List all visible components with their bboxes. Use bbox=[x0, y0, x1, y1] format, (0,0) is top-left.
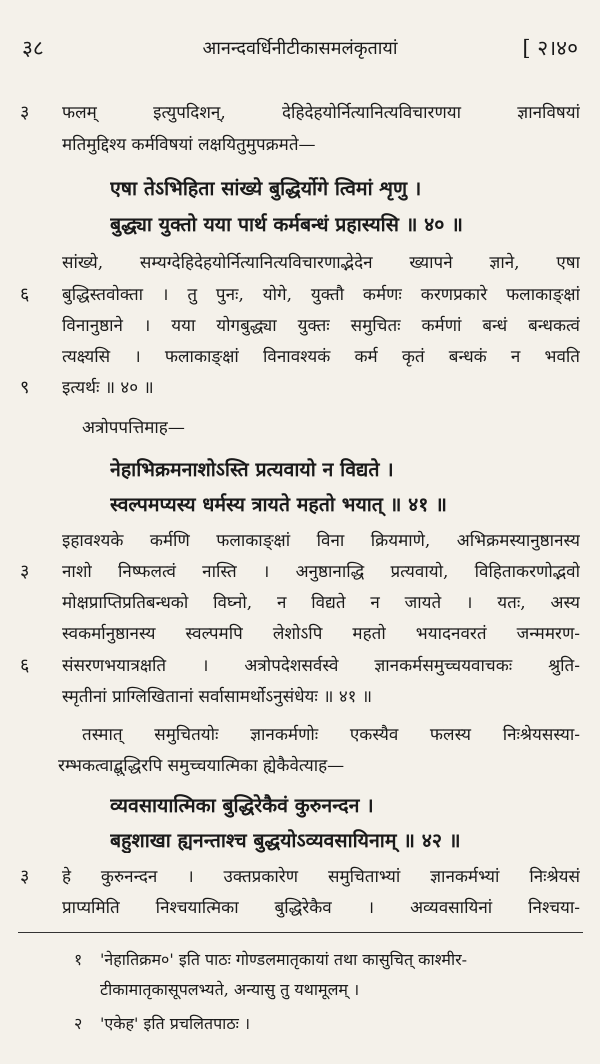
prose-text: स्वकर्मानुष्ठानस्य स्वल्पमपि लेशोऽपि महतो भयादनवरतं जन्ममरण- bbox=[62, 624, 580, 644]
line-number: ६ bbox=[20, 655, 30, 676]
footnote-number: १ bbox=[74, 950, 83, 969]
prose-text: रम्भकत्वाद्बुद्धिरपि समुच्चयात्मिका ह्येकैवेत्याह— bbox=[58, 756, 345, 776]
running-title: आनन्दवर्धिनीटीकासमलंकृतायां bbox=[202, 38, 398, 59]
line-number: ३ bbox=[20, 866, 30, 887]
verse-text: बुद्ध्या युक्तो यया पार्थ कर्मबन्धं प्रहास्यसि ॥ ४० ॥ bbox=[110, 213, 463, 236]
footnote-number: २ bbox=[74, 1014, 83, 1033]
footnote-text: 'नेहातिक्रम०' इति पाठः गोण्डलमातृकायां तथा कासुचित् काश्मीर- bbox=[100, 950, 468, 969]
prose-text: फलम् इत्युपदिशन्, देहिदेहयोर्नित्यानित्यविचारणया ज्ञानविषयां bbox=[62, 103, 580, 123]
footnote-divider bbox=[18, 932, 583, 933]
verse-text: बहुशाखा ह्यनन्ताश्च बुद्धयोऽव्यवसायिनाम् ॥ ४२ ॥ bbox=[110, 829, 461, 852]
prose-text: मतिमुद्दिश्य कर्मविषयां लक्षयितुमुपक्रमते— bbox=[62, 135, 316, 155]
prose-text: इत्यर्थः ॥ ४० ॥ bbox=[62, 378, 154, 398]
prose-text: इहावश्यके कर्मणि फलाकाङ्क्षां विना क्रियमाणे, अभिक्रमस्यानुष्ठानस्य bbox=[62, 531, 580, 551]
verse-reference: [ २।४० bbox=[522, 36, 578, 60]
line-number: ३ bbox=[20, 561, 30, 582]
line-number: ९ bbox=[20, 377, 30, 398]
page-number: ३८ bbox=[22, 36, 44, 60]
prose-text: बुद्धिस्तवोक्ता । तु पुनः, योगे, युक्तौ कर्मणः करणप्रकारे फलाकाङ्क्षां bbox=[62, 285, 580, 305]
footnote-text: 'एकेह' इति प्रचलितपाठः । bbox=[100, 1014, 251, 1033]
footnote-text: टीकामातृकासूपलभ्यते, अन्यासु तु यथामूलम् । bbox=[100, 980, 360, 999]
prose-text: संसरणभयात्रक्षति । अत्रोपदेशसर्वस्वे ज्ञानकर्मसमुच्चयवाचकः श्रुति- bbox=[62, 656, 580, 676]
prose-text: स्मृतीनां प्राग्लिखितानां सर्वासामर्थोऽनुसंधेयः ॥ ४१ ॥ bbox=[62, 687, 373, 707]
verse-text: स्वल्पमप्यस्य धर्मस्य त्रायते महतो भयात् ॥ ४१ ॥ bbox=[110, 493, 447, 516]
prose-text: मोक्षप्राप्तिप्रतिबन्धको विघ्नो, न विद्यते न जायते । यतः, अस्य bbox=[62, 593, 580, 613]
line-number: ३ bbox=[20, 102, 30, 123]
verse-text: नेहाभिक्रमनाशोऽस्ति प्रत्यवायो न विद्यते । bbox=[110, 458, 394, 481]
verse-text: व्यवसायात्मिका बुद्धिरेकैवं कुरुनन्दन । bbox=[110, 794, 374, 817]
prose-text: विनानुष्ठाने । यया योगबुद्ध्या युक्तः समुचितः कर्मणां बन्धं बन्धकत्वं bbox=[62, 316, 580, 336]
prose-text: तस्मात् समुचितयोः ज्ञानकर्मणोः एकस्यैव फलस्य निःश्रेयसस्या- bbox=[82, 725, 580, 745]
prose-text: त्यक्ष्यसि । फलाकाङ्क्षां विनावश्यकं कर्म कृतं बन्धकं न भवति bbox=[62, 347, 580, 367]
prose-text: सांख्ये, सम्यग्देहिदेहयोर्नित्यानित्यविचारणाद्भेदेन ख्यापने ज्ञाने, एषा bbox=[62, 253, 580, 273]
prose-text: अत्रोपपत्तिमाह— bbox=[82, 418, 185, 438]
page-header bbox=[22, 30, 578, 70]
prose-text: प्राप्यमिति निश्चयात्मिका बुद्धिरेकैव । अव्यवसायिनां निश्चया- bbox=[62, 898, 580, 918]
prose-text: नाशो निष्फलत्वं नास्ति । अनुष्ठानाद्धि प्रत्यवायो, विहिताकरणोद्भवो bbox=[62, 562, 580, 582]
verse-text: एषा तेऽभिहिता सांख्ये बुद्धिर्योगे त्विमां शृणु । bbox=[110, 177, 422, 200]
prose-text: हे कुरुनन्दन । उक्तप्रकारेण समुचिताभ्यां ज्ञानकर्मभ्यां निःश्रेयसं bbox=[62, 867, 580, 887]
line-number: ६ bbox=[20, 284, 30, 305]
